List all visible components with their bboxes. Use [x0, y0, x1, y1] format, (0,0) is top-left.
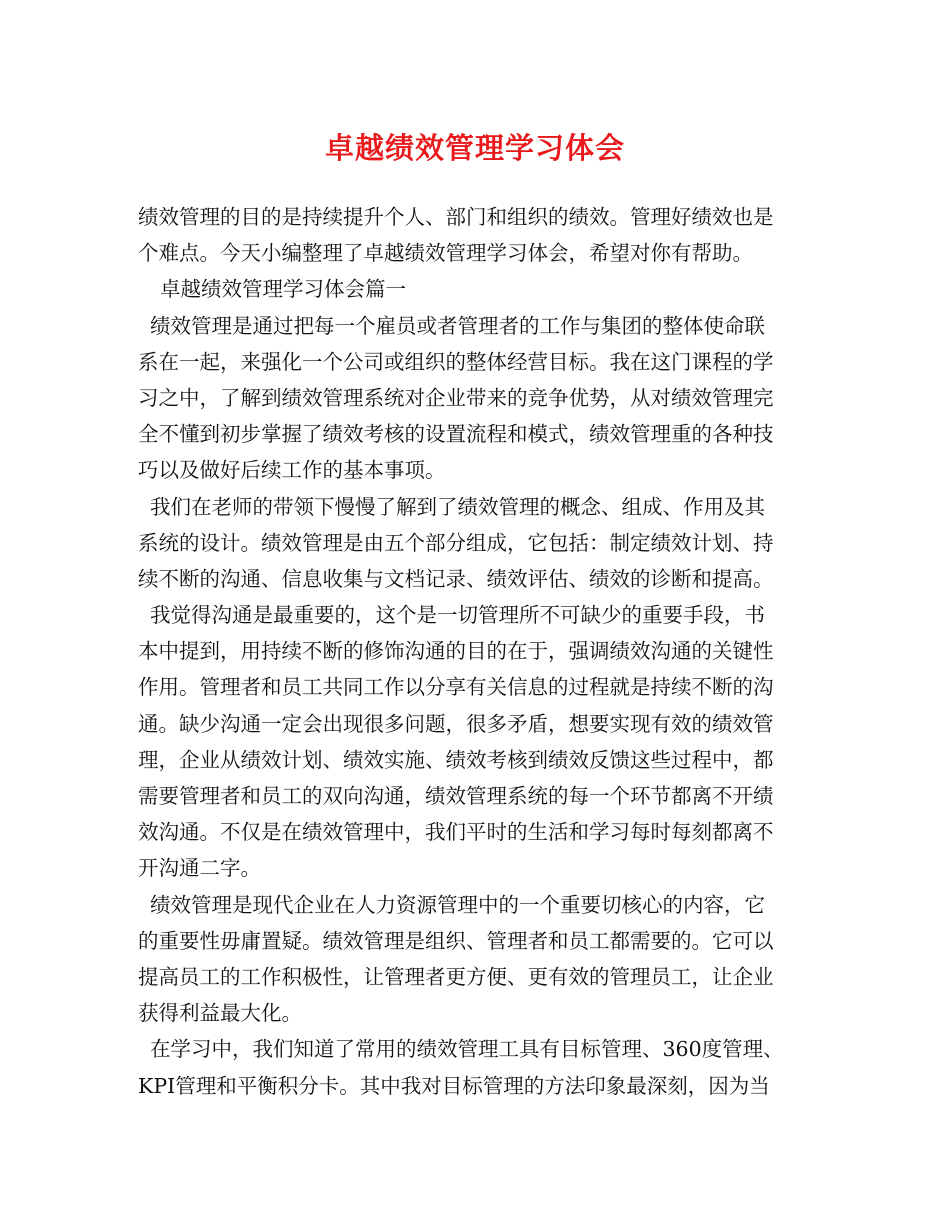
text-line: 巧以及做好后续工作的基本事项。: [138, 458, 446, 483]
text-line: 开沟通二字。: [138, 856, 261, 881]
text-line: 续不断的沟通、信息收集与文档记录、绩效评估、绩效的诊断和提高。: [138, 566, 774, 591]
text-line: 绩效管理是通过把每一个雇员或者管理者的工作与集团的整体使命联: [150, 313, 765, 338]
text-line: 我觉得沟通是最重要的，这个是一切管理所不可缺少的重要手段，书: [150, 603, 765, 628]
body-text: [138, 199, 828, 1104]
text-line: 的重要性毋庸置疑。绩效管理是组织、管理者和员工都需要的。它可以: [138, 928, 774, 953]
text-line: 全不懂到初步掌握了绩效考核的设置流程和模式，绩效管理重的各种技: [138, 422, 774, 447]
text-line: 在学习中，我们知道了常用的绩效管理工具有目标管理、360度管理、: [150, 1037, 784, 1062]
text-line: 通。缺少沟通一定会出现很多问题，很多矛盾，想要实现有效的绩效管: [138, 711, 774, 736]
text-line: KPI管理和平衡积分卡。其中我对目标管理的方法印象最深刻，因为当: [138, 1073, 770, 1098]
text-line: 需要管理者和员工的双向沟通，绩效管理系统的每一个环节都离不开绩: [138, 784, 774, 808]
text-line: 绩效管理的目的是持续提升个人、部门和组织的绩效。管理好绩效也是: [138, 205, 774, 229]
text-line: 本中提到，用持续不断的修饰沟通的目的在于，强调绩效沟通的关键性: [138, 639, 774, 664]
text-line: 系在一起，来强化一个公司或组织的整体经营目标。我在这门课程的学: [138, 349, 774, 374]
text-line: 效沟通。不仅是在绩效管理中，我们平时的生活和学习每时每刻都离不: [138, 820, 774, 845]
text-line: 绩效管理是现代企业在人力资源管理中的一个重要切核心的内容，它: [150, 892, 765, 917]
text-line: 获得利益最大化。: [138, 1001, 302, 1026]
text-line: 个难点。今天小编整理了卓越绩效管理学习体会，希望对你有帮助。: [138, 241, 753, 266]
page-title: 卓越绩效管理学习体会: [324, 131, 625, 165]
section-heading: 卓越绩效管理学习体会篇一: [160, 277, 406, 302]
text-line: 系统的设计。绩效管理是由五个部分组成，它包括：制定绩效计划、持: [138, 530, 774, 555]
text-line: 提高员工的工作积极性，让管理者更方便、更有效的管理员工，让企业: [138, 964, 774, 989]
text-line: 习之中，了解到绩效管理系统对企业带来的竞争优势，从对绩效管理完: [138, 385, 774, 410]
text-line: 我们在老师的带领下慢慢了解到了绩效管理的概念、组成、作用及其: [150, 494, 765, 519]
text-line: 作用。管理者和员工共同工作以分享有关信息的过程就是持续不断的沟: [138, 675, 774, 700]
text-line: 理，企业从绩效计划、绩效实施、绩效考核到绩效反馈这些过程中，都: [138, 747, 774, 772]
